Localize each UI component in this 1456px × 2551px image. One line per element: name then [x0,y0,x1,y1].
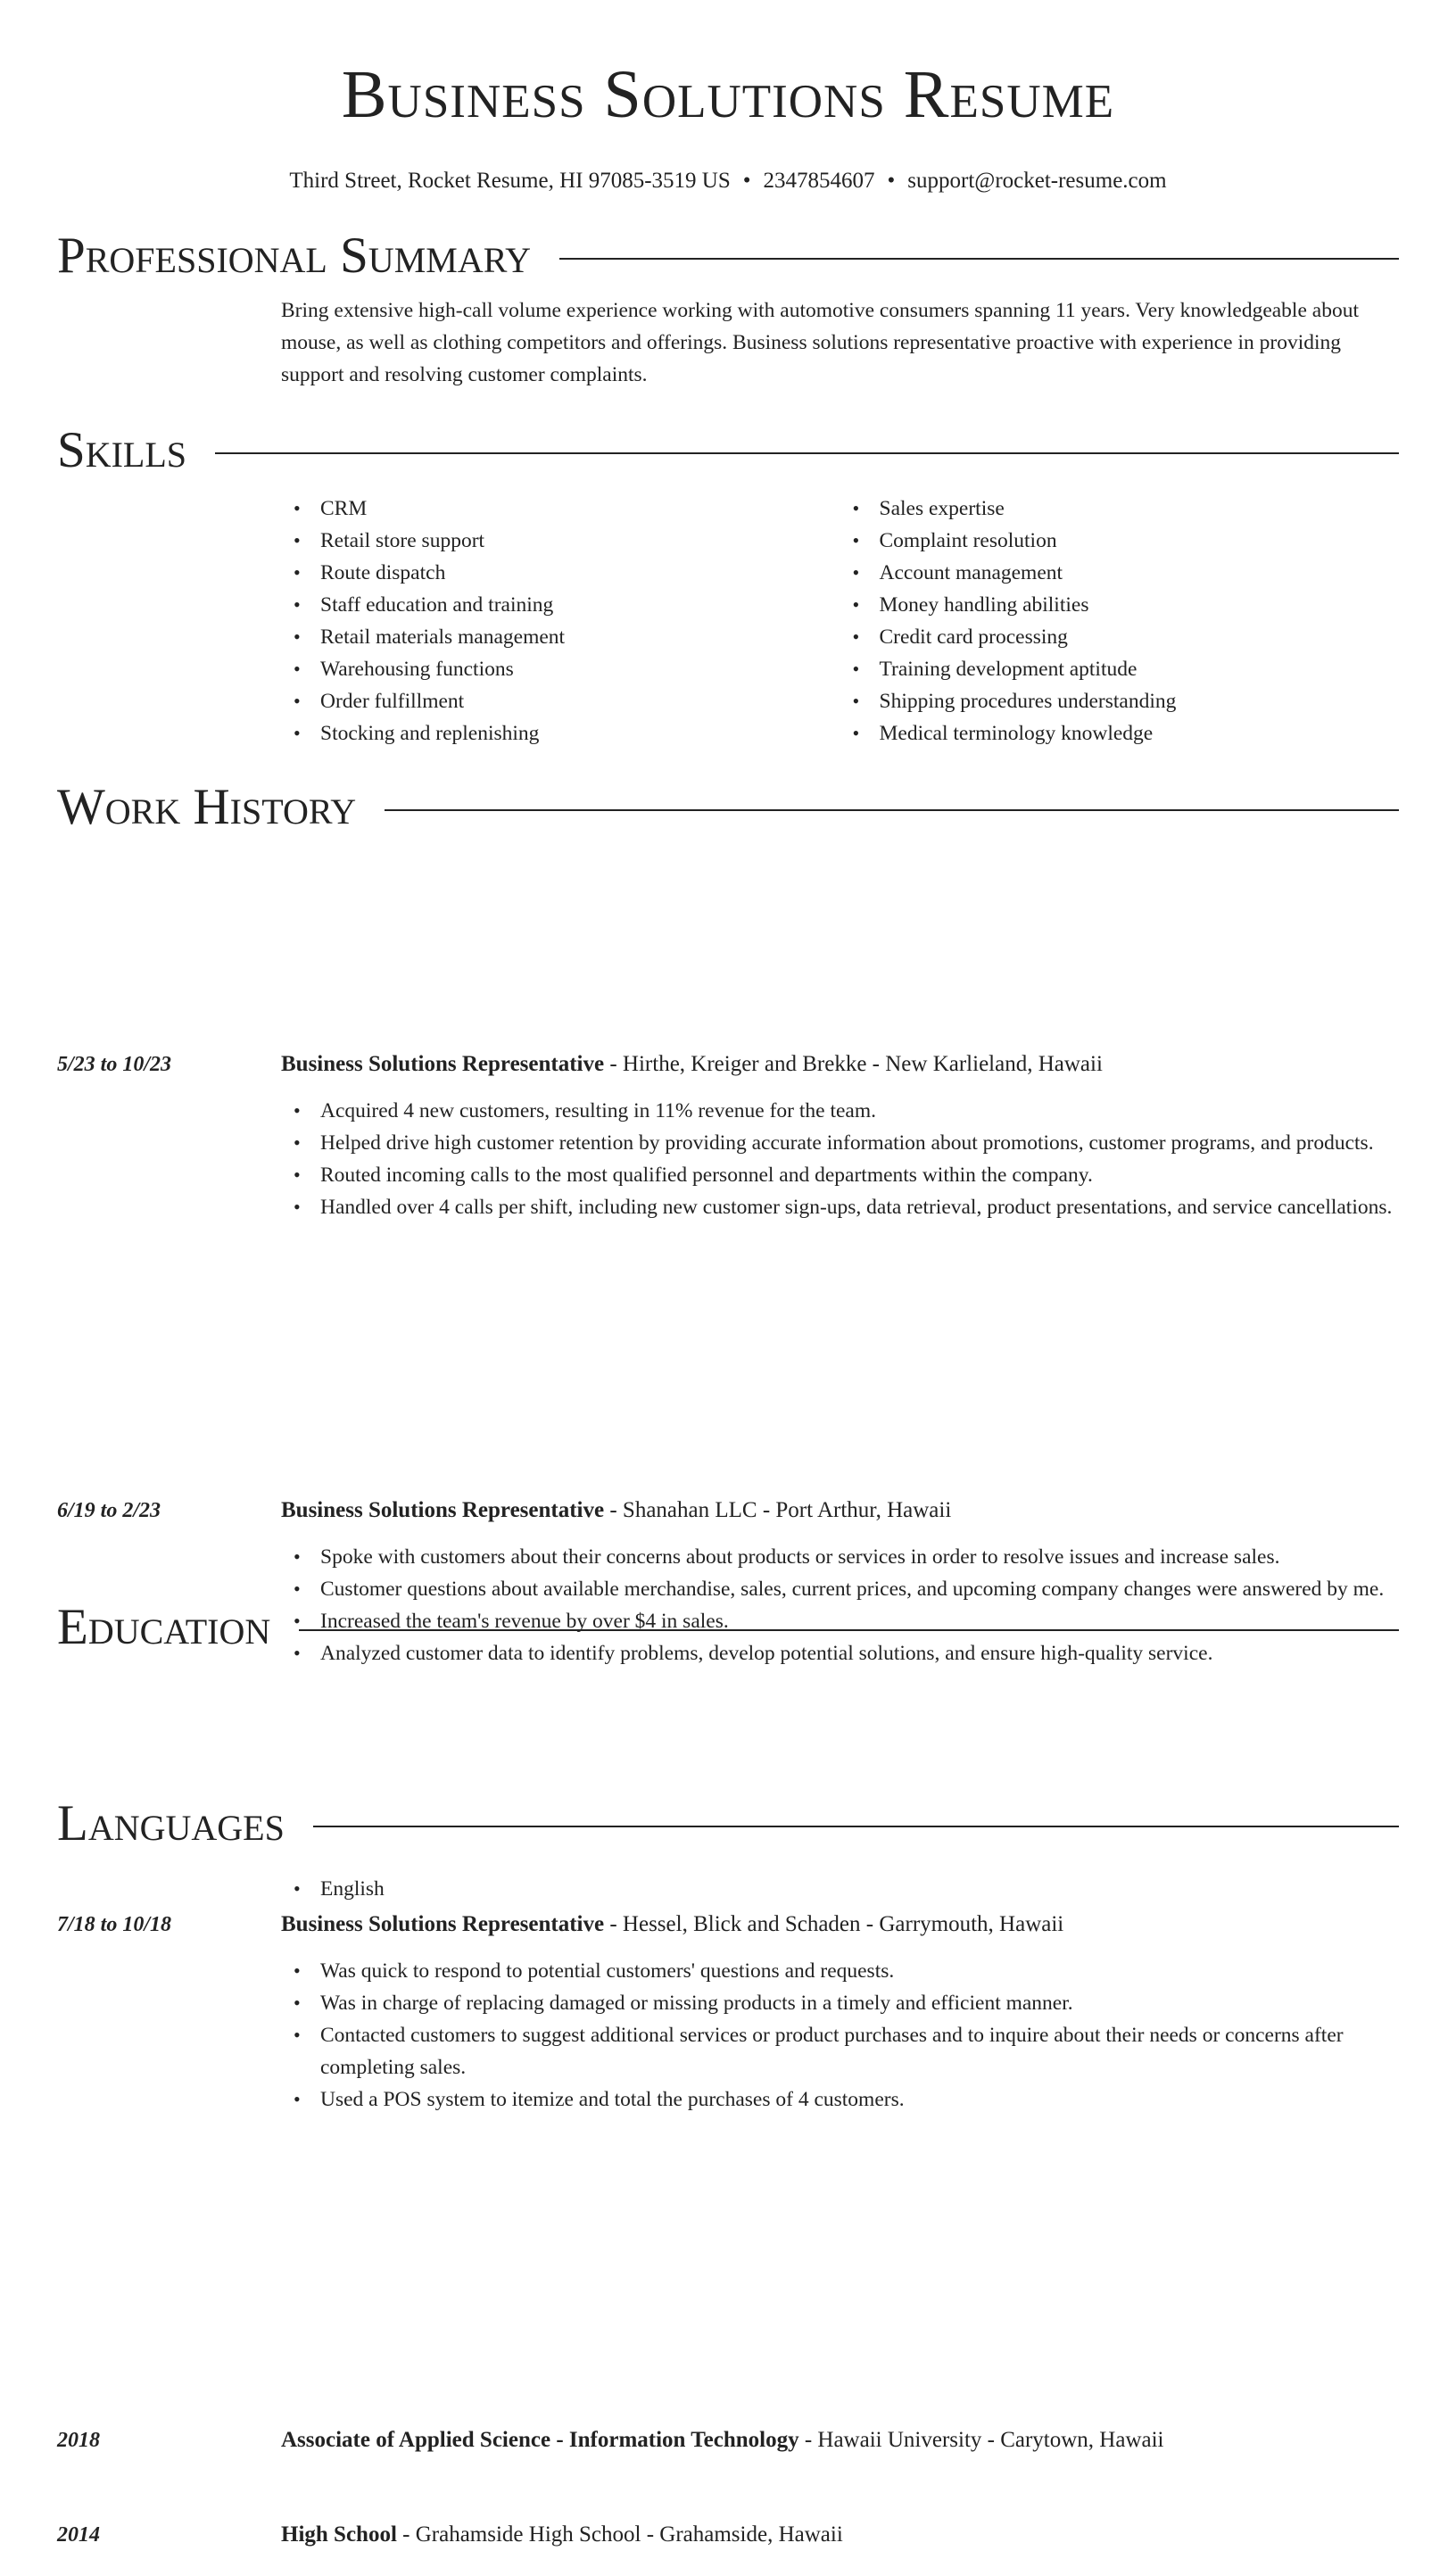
section-title-summary: Professional Summary [57,228,532,284]
job-bullet: • Was in charge of replacing damaged or missing products in a timely and efficient manner. [320,1987,1399,2019]
skill-item: • Sales expertise [880,493,1400,525]
skill-item: • Warehousing functions [320,653,840,685]
contact-line [0,168,1456,195]
skill-item: • Training development aptitude [880,653,1400,685]
job-bullet: • Customer questions about available merchandise, sales, current prices, and upcoming company changes were answered by me. [320,1573,1399,1605]
skill-item: • Shipping procedures understanding [880,685,1400,717]
contact-address: Third Street, Rocket Resume, HI 97085-3519 US [289,169,731,193]
section-title-languages: Languages [57,1795,285,1851]
section-header [57,225,1399,287]
job-bullets [320,1955,1399,2116]
job-employer: - Hessel, Blick and Schaden - Garrymouth, Hawaii [604,1912,1064,1936]
skills-columns [281,493,1399,750]
skill-item: • Complaint resolution [880,525,1400,557]
education-year: 2018 [57,2429,100,2452]
section-header [57,1596,1399,1659]
skill-item: • Money handling abilities [880,589,1400,621]
section-header [57,419,1399,482]
skill-item: • Order fulfillment [320,685,840,717]
job-title-line [281,1495,1399,1527]
job-bullets [320,1095,1399,1223]
section-divider [313,1826,1399,1827]
language-item: • English [320,1873,1399,1905]
section-header [57,776,1399,839]
job-bullet: • Used a POS system to itemize and total the purchases of 4 customers. [320,2083,1399,2116]
skill-item: • Retail materials management [320,621,840,653]
education-year: 2014 [57,2523,100,2547]
languages-section [57,1793,1399,1905]
skill-item: • Retail store support [320,525,840,557]
job-title: Business Solutions Representative [281,1498,605,1522]
job-bullet: • Routed incoming calls to the most qualified personnel and departments within the company. [320,1159,1399,1191]
section-divider [215,452,1399,454]
skill-item: • Credit card processing [880,621,1400,653]
job-dates: 7/18 to 10/18 [57,1913,172,1936]
job-bullet: • Was quick to respond to potential customers' questions and requests. [320,1955,1399,1987]
skill-item: • Stocking and replenishing [320,717,840,750]
job-employer: - Shanahan LLC - Port Arthur, Hawaii [604,1498,952,1522]
work-history-section [57,776,1399,839]
skills-list-left [281,493,840,750]
job-dates: 6/19 to 2/23 [57,1499,161,1522]
education-degree: Associate of Applied Science - Information Technology [281,2428,799,2452]
section-title-education: Education [57,1599,271,1655]
contact-separator: • [742,169,751,193]
education-entry [57,2424,1399,2456]
education-title-line [281,2519,1399,2551]
skill-item: • Account management [880,557,1400,589]
summary-text: Bring extensive high-call volume experience working with automotive consumers spanning 11 years. Very knowledgeable about mouse, as well as clothing competitors and offerings. Business solutions representative proactive with experience in providing support and resolving customer complaints. [281,299,1359,386]
contact-phone: 2347854607 [763,169,875,193]
skill-item: • Route dispatch [320,557,840,589]
job-title-line [281,1048,1399,1081]
job-entry [57,1909,1399,2116]
languages-list [320,1873,1399,1905]
job-title: Business Solutions Representative [281,1052,605,1076]
job-bullet: • Analyzed customer data to identify problems, develop potential solutions, and ensure high-quality service. [320,1637,1399,1669]
contact-email: support@rocket-resume.com [907,169,1167,193]
education-degree: High School [281,2522,397,2547]
contact-separator: • [887,169,896,193]
job-bullet: • Helped drive high customer retention by providing accurate information about promotions, customer programs, and products. [320,1127,1399,1159]
education-school: - Hawaii University - Carytown, Hawaii [798,2428,1164,2452]
job-title: Business Solutions Representative [281,1912,605,1936]
job-bullet: • Handled over 4 calls per shift, including new customer sign-ups, data retrieval, product presentations, and service cancellations. [320,1191,1399,1223]
job-bullet: • Increased the team's revenue by over $4 in sales. [320,1605,1399,1637]
job-bullet: • Spoke with customers about their concerns about products or services in order to resolve issues and increase sales. [320,1541,1399,1573]
job-entry [57,1048,1399,1223]
job-bullet: • Acquired 4 new customers, resulting in 11% revenue for the team. [320,1095,1399,1127]
education-school: - Grahamside High School - Grahamside, Hawaii [396,2522,843,2547]
skill-item: • CRM [320,493,840,525]
section-header [57,1793,1399,1855]
section-title-work-history: Work History [57,779,357,835]
section-divider [385,809,1399,811]
resume-header [0,0,1456,195]
job-dates: 5/23 to 10/23 [57,1053,172,1076]
job-title-line [281,1909,1399,1941]
section-title-skills: Skills [57,422,187,478]
job-bullet: • Contacted customers to suggest additional services or product purchases and to inquire about their needs or concerns after completing sales. [320,2019,1399,2083]
education-section [57,1596,1399,1659]
education-entry [57,2519,1399,2551]
skills-list-right [840,493,1400,750]
resume-title: Business Solutions Resume [341,57,1115,132]
summary-section [57,225,1399,391]
skill-item: • Staff education and training [320,589,840,621]
job-employer: - Hirthe, Kreiger and Brekke - New Karlieland, Hawaii [604,1052,1103,1076]
section-divider [299,1629,1399,1631]
skill-item: • Medical terminology knowledge [880,717,1400,750]
skills-section [57,419,1399,750]
education-title-line [281,2424,1399,2456]
section-divider [559,258,1399,260]
